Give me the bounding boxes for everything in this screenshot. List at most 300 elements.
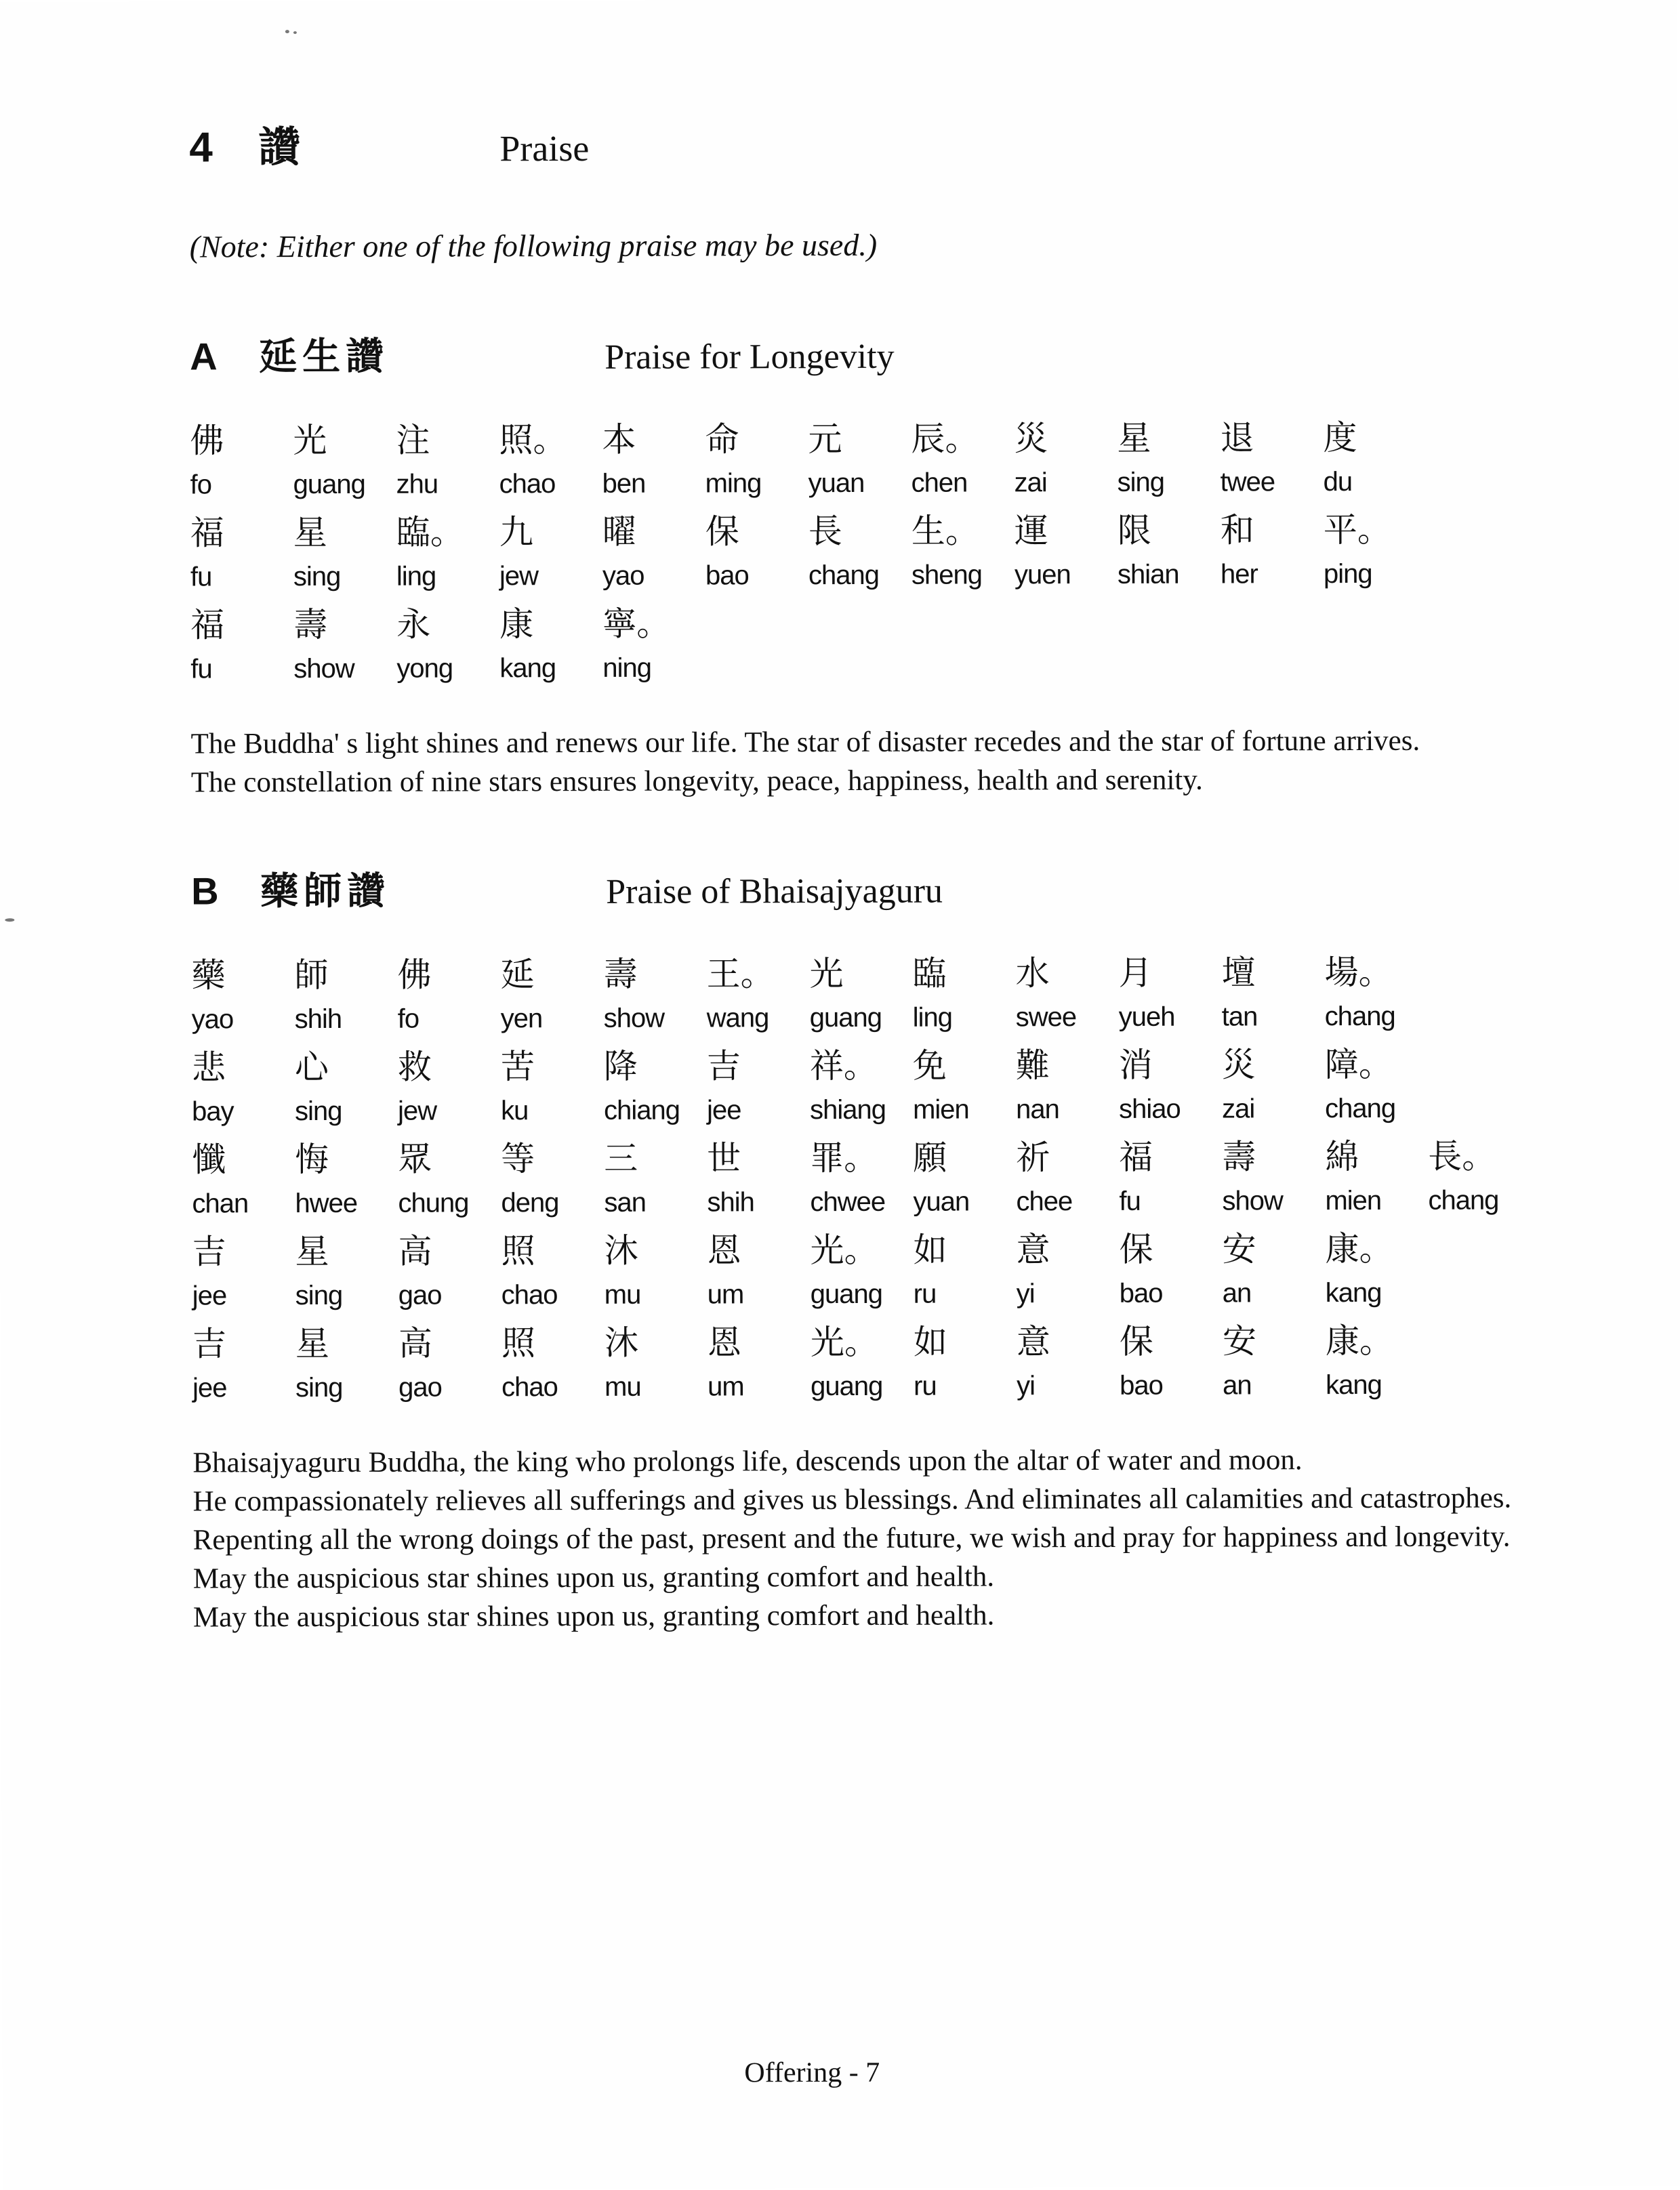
hanzi-char: 九 [499, 513, 533, 552]
verse-cell [1223, 1317, 1326, 1405]
hanzi-char: 康 [499, 605, 534, 644]
verse-cell [705, 508, 808, 596]
hanzi-char: 壽 [293, 605, 328, 644]
verse-cell [1015, 949, 1118, 1037]
hanzi-char: 願 [913, 1138, 947, 1177]
romanization: chwee [810, 1186, 886, 1218]
verse-cell [1221, 506, 1324, 594]
verse-cell [294, 951, 397, 1039]
hanzi-char: 沐 [604, 1323, 639, 1362]
romanization: mu [605, 1371, 641, 1402]
romanization: chao [501, 1280, 558, 1310]
chapter-heading [189, 110, 1542, 184]
hanzi-char: 壽 [603, 955, 638, 993]
hanzi-char: 光 [293, 421, 327, 460]
hanzi-char: 吉 [706, 1047, 741, 1086]
romanization: fu [1119, 1186, 1141, 1216]
verse-line [190, 598, 1543, 689]
romanization: chee [1016, 1186, 1073, 1217]
hanzi-char: 照 [501, 1324, 536, 1363]
romanization: show [603, 1003, 665, 1033]
scan-speck [293, 31, 297, 34]
hanzi-char: 免 [912, 1046, 947, 1085]
romanization: zai [1014, 468, 1047, 498]
romanization: nan [1016, 1094, 1059, 1125]
verse-cell [499, 416, 602, 504]
chapter-hanzi-title: 讚 [258, 125, 301, 171]
translation-paragraph: Bhaisajyaguru Buddha, the king who prolongs life, descends upon the altar of water and moon. [192, 1444, 1303, 1479]
verse-cell [1222, 1133, 1325, 1221]
romanization: yong [396, 653, 453, 684]
romanization: show [293, 653, 354, 684]
verse-block [190, 413, 1543, 689]
hanzi-char: 星 [295, 1324, 330, 1363]
verse-cell [293, 417, 396, 505]
verse-cell [913, 1134, 1016, 1222]
hanzi-char: 壇 [1221, 953, 1256, 992]
verse-line [192, 1224, 1545, 1316]
romanization: an [1223, 1370, 1252, 1401]
praise-section-b [191, 858, 1546, 1636]
romanization: chao [501, 1372, 558, 1403]
hanzi-char: 師 [294, 955, 329, 995]
romanization: yen [500, 1004, 543, 1034]
romanization: chao [499, 469, 556, 499]
translation [192, 1440, 1521, 1636]
sections [190, 323, 1546, 1636]
verse-cell [192, 1136, 295, 1224]
romanization: bao [1120, 1370, 1163, 1401]
romanization: wang [706, 1003, 769, 1033]
verse-cell [500, 951, 603, 1039]
scan-speck [5, 918, 14, 922]
verse-cell [191, 951, 294, 1039]
romanization: guang [293, 469, 365, 500]
hanzi-char: 光 [809, 954, 844, 993]
hanzi-char: 安 [1222, 1230, 1256, 1268]
romanization: ming [705, 468, 762, 499]
hanzi-char: 壽 [1222, 1138, 1256, 1176]
hanzi-char: 福 [1119, 1138, 1153, 1176]
verse-cell [811, 1226, 914, 1315]
section-heading [191, 858, 1544, 926]
romanization: mien [913, 1094, 969, 1125]
romanization: jew [499, 561, 539, 592]
romanization: yueh [1118, 1001, 1175, 1032]
romanization: du [1323, 467, 1353, 497]
hanzi-char: 災 [1014, 419, 1048, 458]
hanzi-char: 心 [294, 1048, 329, 1087]
hanzi-char: 佛 [190, 421, 224, 460]
verse-cell [707, 1134, 810, 1222]
section-heading [190, 323, 1542, 391]
romanization: ben [602, 468, 646, 499]
verse-cell [1016, 1134, 1119, 1222]
section-hanzi-title: 延生讚 [259, 335, 390, 379]
romanization: shiang [810, 1094, 886, 1125]
hanzi-char: 元 [808, 419, 842, 459]
verse-cell [1222, 1041, 1325, 1129]
romanization: yi [1017, 1371, 1036, 1401]
hanzi-char: 保 [1119, 1322, 1154, 1361]
verse-cell [398, 1319, 501, 1407]
romanization: chang [808, 560, 880, 591]
hanzi-char: 降 [603, 1047, 638, 1086]
verse-cell [293, 601, 396, 689]
hanzi-char: 限 [1117, 511, 1151, 550]
hanzi-char: 水 [1015, 954, 1050, 993]
verse-cell [1120, 1226, 1223, 1314]
chapter-english-title: Praise [499, 127, 590, 169]
verse-cell [706, 950, 809, 1038]
hanzi-char: 場。 [1324, 953, 1393, 992]
verse-cell [810, 1042, 913, 1130]
romanization: shih [294, 1004, 342, 1035]
hanzi-char: 救 [397, 1048, 432, 1086]
verse-cell [397, 951, 500, 1039]
verse-cell [501, 1227, 605, 1315]
verse-cell [293, 509, 396, 597]
romanization: shian [1117, 559, 1179, 590]
verse-cell [295, 1320, 398, 1408]
verse-cell [1015, 507, 1118, 595]
verse-line [190, 505, 1543, 597]
section-hanzi-title: 藥師讚 [260, 870, 391, 913]
hanzi-char: 平。 [1323, 510, 1391, 550]
romanization: fu [190, 562, 212, 592]
romanization: chan [192, 1189, 249, 1219]
hanzi-char: 安 [1222, 1322, 1257, 1361]
verse-cell [398, 1135, 501, 1223]
verse-cell [190, 417, 293, 505]
romanization: ning [602, 653, 652, 683]
romanization: jee [192, 1281, 227, 1311]
verse-cell [708, 1319, 811, 1407]
romanization: swee [1015, 1002, 1077, 1033]
verse-cell [604, 1043, 707, 1131]
verse-cell [499, 600, 602, 688]
hanzi-char: 苦 [500, 1048, 535, 1086]
verse-cell [605, 1319, 708, 1407]
verse-cell [913, 1041, 1016, 1130]
hanzi-char: 保 [1119, 1230, 1153, 1268]
verse-cell [1220, 414, 1323, 502]
romanization: um [707, 1279, 744, 1310]
hanzi-char: 如 [913, 1323, 948, 1361]
hanzi-char: 星 [295, 1232, 329, 1271]
hanzi-char: 福 [190, 606, 225, 644]
hanzi-char: 懺 [192, 1140, 226, 1179]
romanization: jee [707, 1095, 741, 1125]
translation-paragraph: Repenting all the wrong doings of the past, present and the future, we wish and pray for happiness and longevity. [192, 1521, 1511, 1556]
verse-cell [602, 600, 705, 688]
romanization: ling [912, 1002, 953, 1033]
romanization: yao [191, 1004, 234, 1035]
verse-cell [914, 1226, 1017, 1314]
romanization: gao [398, 1280, 442, 1310]
romanization: chang [1325, 1093, 1396, 1124]
romanization: an [1222, 1278, 1252, 1308]
praise-section-a [190, 323, 1544, 802]
translation-paragraph: The constellation of nine stars ensures longevity, peace, happiness, health and serenity. [190, 764, 1203, 799]
romanization: ru [914, 1371, 937, 1401]
romanization: her [1220, 559, 1258, 590]
verse-block [191, 948, 1545, 1408]
scan-speck [285, 30, 289, 33]
romanization: san [604, 1187, 646, 1218]
romanization: zhu [396, 469, 438, 499]
section-english-title: Praise of Bhaisajyaguru [606, 871, 943, 911]
verse-cell [1326, 1225, 1429, 1313]
verse-cell [912, 949, 1015, 1037]
hanzi-char: 注 [396, 421, 430, 459]
romanization: sing [295, 1280, 343, 1311]
section-english-title: Praise for Longevity [605, 337, 895, 377]
verse-cell [602, 508, 705, 596]
verse-cell [1325, 1041, 1428, 1129]
romanization: jew [398, 1096, 437, 1126]
verse-cell [705, 415, 808, 503]
hanzi-char: 福 [190, 514, 224, 552]
verse-cell [192, 1320, 295, 1408]
verse-cell [808, 508, 911, 596]
verse-cell [501, 1319, 605, 1407]
hanzi-char: 悲 [191, 1048, 226, 1087]
hanzi-char: 等 [501, 1140, 535, 1178]
hanzi-char: 意 [1016, 1323, 1051, 1361]
verse-cell [190, 601, 293, 689]
hanzi-char: 月 [1118, 953, 1153, 992]
translation-paragraph: May the auspicious star shines upon us, granting comfort and health. [192, 1561, 995, 1595]
hanzi-char: 星 [293, 513, 327, 552]
romanization: kang [499, 653, 556, 684]
verse-line [190, 413, 1542, 505]
translation [191, 721, 1519, 802]
hanzi-char: 永 [396, 605, 431, 644]
verse-cell [398, 1043, 501, 1131]
hanzi-char: 命 [705, 420, 739, 459]
romanization: ling [396, 561, 436, 592]
hanzi-char: 度 [1323, 418, 1357, 457]
romanization: sing [295, 1372, 343, 1403]
verse-cell [1324, 949, 1427, 1037]
romanization: zai [1222, 1094, 1255, 1124]
page-footer: Offering - 7 [744, 2057, 880, 2089]
verse-line [191, 948, 1544, 1039]
verse-cell [190, 509, 293, 597]
romanization: tan [1221, 1001, 1258, 1032]
hanzi-char: 障。 [1324, 1045, 1393, 1084]
verse-cell [1118, 507, 1221, 595]
verse-cell [396, 508, 499, 596]
verse-cell [396, 416, 499, 504]
romanization: ru [913, 1279, 937, 1309]
romanization: guang [810, 1279, 883, 1310]
hanzi-char: 如 [913, 1231, 947, 1269]
romanization: yi [1016, 1279, 1035, 1309]
hanzi-char: 光。 [810, 1323, 879, 1362]
hanzi-char: 長 [808, 512, 842, 551]
hanzi-char: 康。 [1325, 1229, 1393, 1268]
hanzi-char: 臨。 [396, 513, 464, 552]
romanization: sing [295, 1096, 342, 1127]
hanzi-char: 祥。 [809, 1046, 878, 1086]
verse-line [192, 1317, 1545, 1408]
verse-cell [398, 1227, 501, 1315]
romanization: bay [192, 1096, 234, 1127]
hanzi-char: 辰。 [911, 419, 979, 458]
verse-line [192, 1132, 1544, 1224]
verse-cell [295, 1044, 398, 1132]
romanization: bao [705, 560, 749, 591]
romanization: yuan [913, 1186, 970, 1217]
hanzi-char: 延 [500, 955, 535, 994]
hanzi-char: 佛 [397, 955, 432, 994]
hanzi-char: 吉 [192, 1233, 226, 1271]
romanization: fo [397, 1004, 419, 1034]
verse-cell [809, 950, 912, 1038]
hanzi-char: 寧。 [602, 604, 671, 643]
hanzi-char: 本 [602, 420, 636, 459]
romanization: twee [1220, 467, 1275, 497]
translation-paragraph: The Buddha' s light shines and renews our life. The star of disaster recedes and the star of fortune arrives. [190, 724, 1420, 760]
verse-cell [1017, 1318, 1120, 1406]
hanzi-char: 高 [398, 1324, 433, 1363]
verse-cell [1326, 1317, 1429, 1405]
verse-cell [811, 1319, 914, 1407]
verse-line [192, 1040, 1544, 1132]
verse-cell [1221, 949, 1324, 1037]
hanzi-char: 世 [707, 1139, 741, 1178]
hanzi-char: 三 [604, 1139, 638, 1178]
hanzi-char: 照。 [499, 421, 567, 459]
usage-note: (Note: Either one of the following praise may be used.) [189, 227, 878, 264]
verse-cell [501, 1043, 604, 1131]
hanzi-char: 悔 [295, 1140, 329, 1179]
romanization: fu [190, 654, 212, 684]
romanization: chang [1428, 1185, 1499, 1216]
verse-cell [396, 600, 499, 688]
romanization: guang [809, 1002, 882, 1033]
romanization: gao [398, 1372, 442, 1403]
verse-cell [603, 951, 706, 1039]
verse-cell [604, 1135, 707, 1223]
verse-cell [1323, 414, 1426, 502]
romanization: yuan [808, 468, 865, 499]
translation-paragraph: May the auspicious star shines upon us, granting comfort and health. [192, 1599, 995, 1634]
verse-cell [295, 1136, 398, 1224]
romanization: bao [1119, 1278, 1163, 1308]
verse-cell [1014, 415, 1117, 503]
verse-cell [501, 1135, 604, 1223]
verse-cell [911, 415, 1014, 503]
romanization: mien [1325, 1185, 1382, 1216]
hanzi-char: 星 [1117, 419, 1151, 457]
romanization: chiang [604, 1095, 680, 1125]
chapter-number: 4 [189, 124, 213, 171]
hanzi-char: 光。 [810, 1231, 878, 1270]
section-letter: B [191, 869, 219, 913]
verse-cell [192, 1044, 295, 1132]
romanization: ku [501, 1096, 529, 1126]
romanization: ping [1323, 558, 1372, 590]
hanzi-char: 消 [1118, 1046, 1153, 1084]
verse-cell [1324, 506, 1427, 594]
hanzi-char: 沐 [604, 1231, 638, 1270]
romanization: jee [192, 1373, 227, 1403]
romanization: um [708, 1371, 744, 1402]
romanization: sheng [911, 560, 983, 590]
romanization: shih [707, 1187, 754, 1218]
verse-cell [808, 415, 911, 503]
hanzi-char: 祈 [1016, 1138, 1050, 1177]
hanzi-char: 災 [1221, 1046, 1256, 1084]
romanization: yao [602, 560, 644, 591]
verse-cell [1119, 1041, 1222, 1130]
romanization: fo [190, 470, 212, 500]
romanization: yuen [1014, 560, 1071, 590]
romanization: deng [501, 1188, 559, 1218]
hanzi-char: 意 [1016, 1231, 1050, 1269]
hanzi-char: 藥 [191, 956, 226, 995]
hanzi-char: 和 [1220, 511, 1254, 550]
verse-cell [708, 1226, 811, 1315]
verse-cell [1017, 1226, 1120, 1314]
hanzi-char: 綿 [1325, 1137, 1359, 1176]
verse-cell [1119, 1134, 1222, 1222]
romanization: hwee [295, 1188, 358, 1219]
hanzi-char: 曜 [602, 512, 636, 551]
romanization: kang [1325, 1277, 1382, 1308]
verse-cell [1016, 1041, 1119, 1130]
verse-cell [499, 508, 602, 596]
romanization: sing [293, 561, 341, 592]
romanization: shiao [1119, 1094, 1181, 1124]
verse-cell [602, 416, 705, 504]
hanzi-char: 吉 [192, 1325, 227, 1363]
verse-cell [1428, 1132, 1531, 1220]
verse-cell [605, 1227, 708, 1315]
romanization: chung [398, 1188, 469, 1218]
hanzi-char: 生。 [911, 512, 979, 550]
hanzi-char: 照 [501, 1232, 535, 1270]
romanization: kang [1326, 1369, 1382, 1401]
romanization: sing [1117, 467, 1165, 497]
verse-cell [707, 1042, 810, 1130]
hanzi-char: 臨 [912, 954, 947, 993]
hanzi-char: 恩 [707, 1323, 742, 1362]
verse-cell [810, 1134, 913, 1222]
hanzi-char: 保 [705, 512, 739, 551]
hanzi-char: 高 [398, 1232, 432, 1270]
verse-cell [1120, 1318, 1223, 1406]
hanzi-char: 王。 [706, 955, 775, 993]
romanization: show [1222, 1186, 1283, 1216]
verse-cell [911, 507, 1015, 595]
section-letter: A [190, 335, 218, 378]
romanization: guang [811, 1371, 883, 1402]
hanzi-char: 長。 [1428, 1137, 1496, 1176]
hanzi-char: 康。 [1325, 1321, 1394, 1361]
verse-cell [1325, 1133, 1428, 1221]
romanization: mu [604, 1279, 641, 1310]
verse-cell [295, 1228, 398, 1316]
hanzi-char: 難 [1015, 1046, 1050, 1085]
romanization: chang [1324, 1001, 1395, 1032]
hanzi-char: 罪。 [810, 1138, 878, 1178]
translation-paragraph: He compassionately relieves all sufferings and gives us blessings. And eliminates all calamities and catastrophes. [192, 1482, 1512, 1518]
hanzi-char: 退 [1220, 419, 1254, 457]
